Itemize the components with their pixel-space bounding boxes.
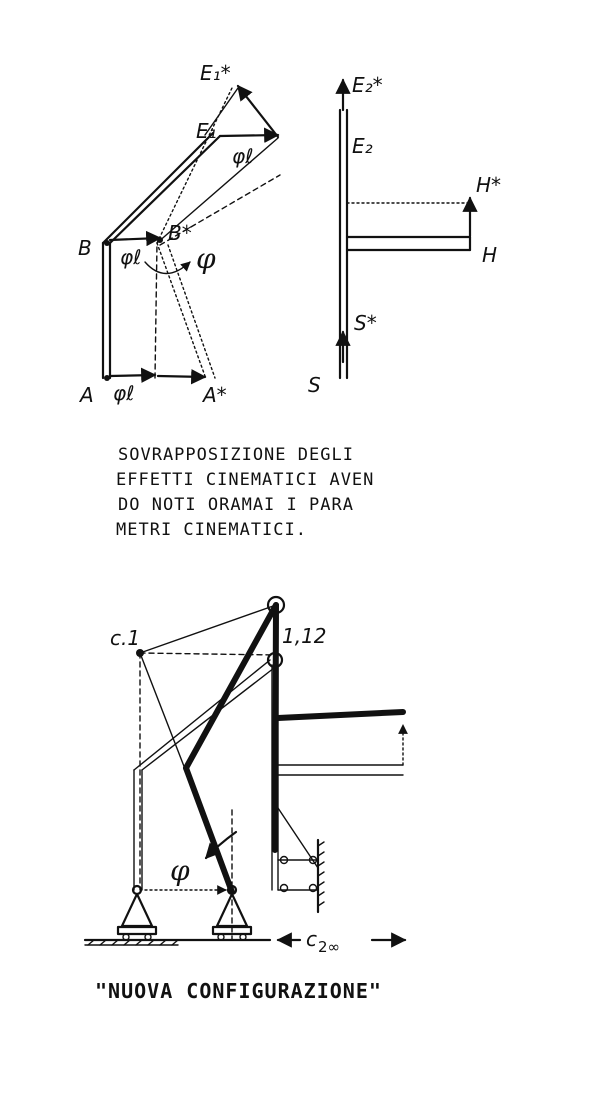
top-right-diagram [308,73,501,397]
label-phi: φ [196,242,216,275]
note-line-3: DO NOTI ORAMAI I PARA [118,495,354,515]
label-a: A [80,383,94,407]
arrow-a-translation [110,375,155,376]
handwritten-note [116,445,374,540]
label-h-star: H* [476,173,502,197]
ground [85,940,270,945]
label-phi-l-lower: φℓ [113,381,135,405]
arrow-b-translation [110,238,160,240]
label-b: B [78,236,92,260]
node-a [104,375,110,381]
label-a-star: A* [203,383,227,407]
note-line-4: METRI CINEMATICI. [116,520,307,540]
label-s: S [308,373,321,397]
note-line-2: EFFETTI CINEMATICI AVEN [116,470,375,490]
label-e2: E₂ [352,134,373,158]
bottom-diagram [85,597,405,956]
label-e1-star: E₁* [200,61,231,85]
translated-frame [155,138,280,378]
label-phi-l-mid: φℓ [120,245,142,269]
arrow-e1-rotation [238,86,278,137]
label-h: H [482,243,498,267]
note-line-1: SOVRAPPOSIZIONE DEGLI [118,445,354,465]
arrow-e1-translation [220,135,278,136]
node-b-star [157,237,163,243]
node-b [104,240,110,246]
label-c12: 1,12 [282,624,327,648]
label-c1: c.1 [110,626,141,650]
label-c2: c [306,927,317,951]
label-e1: E₁ [196,119,217,143]
deformed-frame [186,605,403,892]
arrow-a-rotation [158,376,205,377]
support-left [118,894,156,940]
label-phi-bottom: φ [170,854,190,887]
label-b-star: B* [168,221,192,245]
label-phi-l-upper: φℓ [232,144,254,168]
label-c2-sub: 2∞ [318,938,341,956]
wall [318,840,324,912]
top-left-diagram [78,61,280,407]
label-s-star: S* [354,311,377,335]
caption: "NUOVA CONFIGURAZIONE" [95,979,382,1003]
label-e2-star: E₂* [352,73,383,97]
